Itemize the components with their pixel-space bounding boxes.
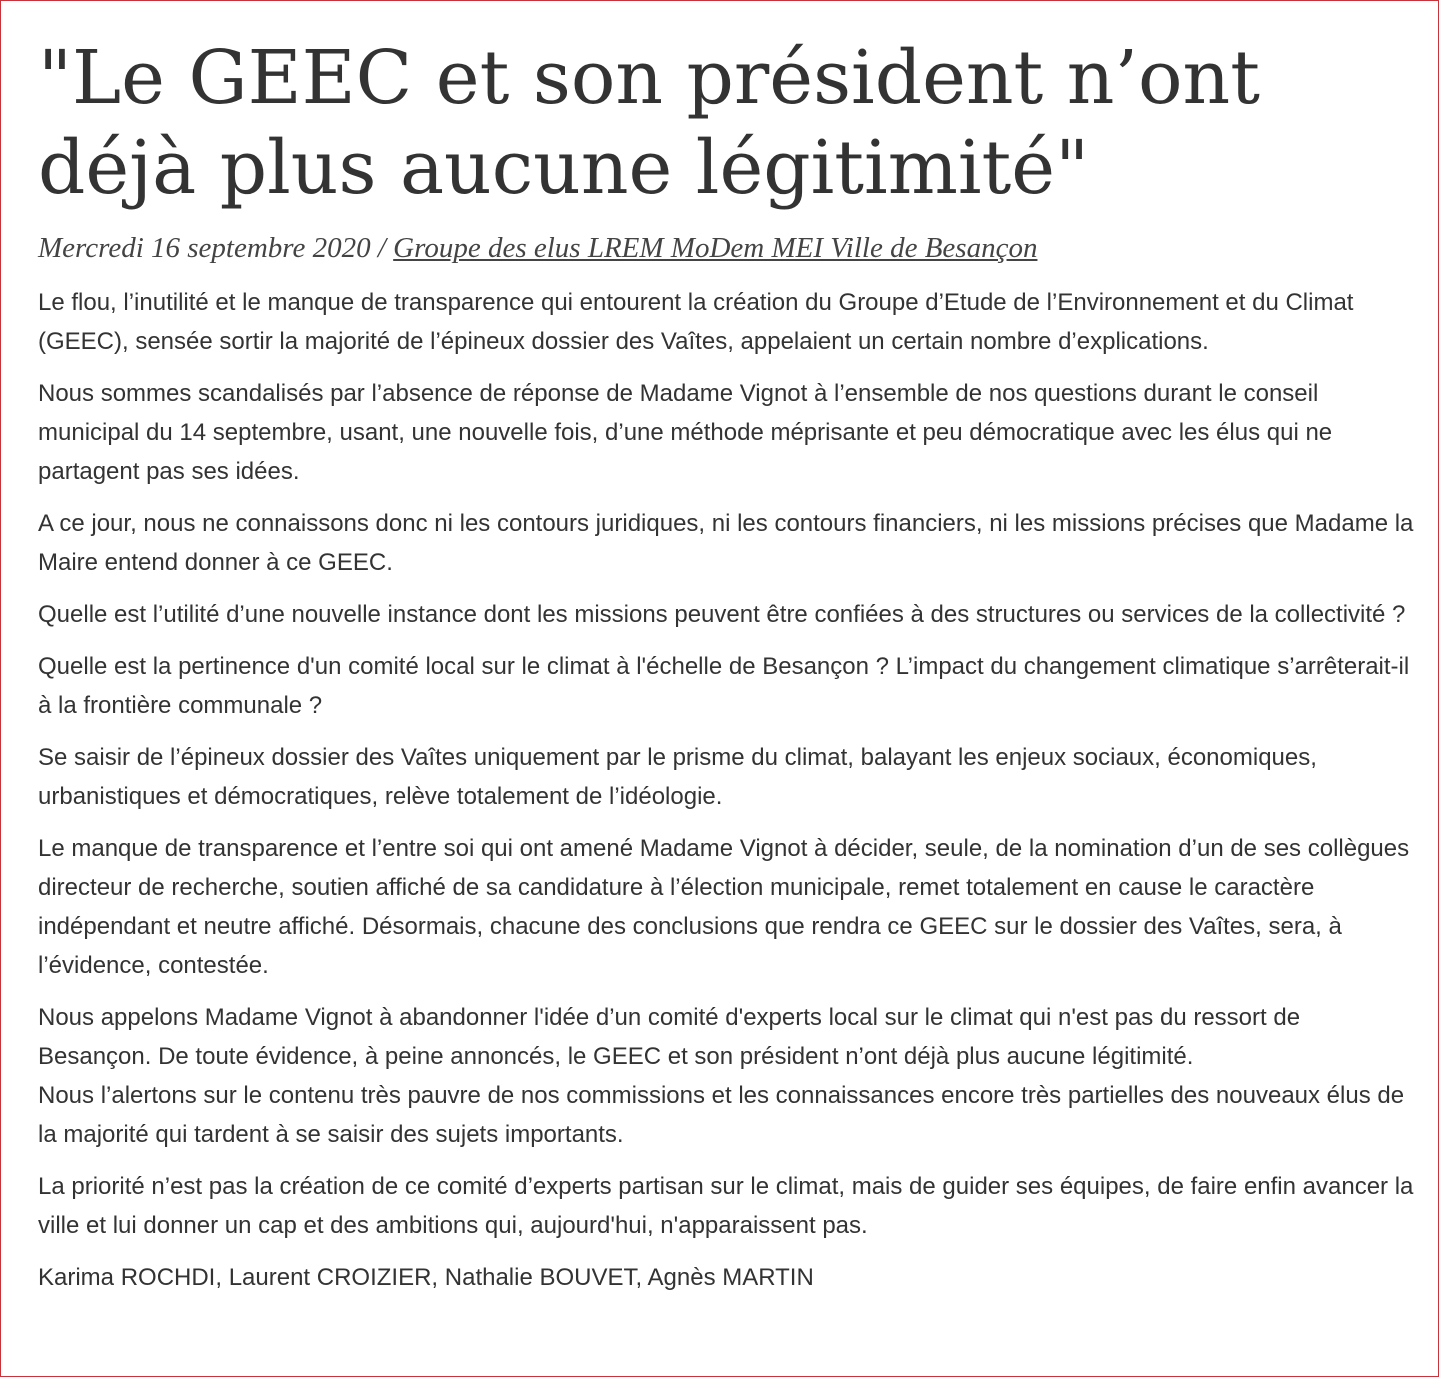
article-date: Mercredi 16 septembre 2020 (38, 232, 371, 264)
article-body (38, 283, 1418, 1297)
paragraph: Nous sommes scandalisés par l’absence de réponse de Madame Vignot à l’ensemble de nos questions durant le conseil municipal du 14 septembre, usant, une nouvelle fois, d’une méthode méprisante et peu démocratique avec les élus qui ne partagent pas ses idées. (38, 380, 1333, 485)
article-meta (38, 231, 1418, 265)
article-title: "Le GEEC et son président n’ont déjà plus aucune légitimité" (38, 35, 1260, 211)
paragraph: Quelle est l’utilité d’une nouvelle instance dont les missions peuvent être confiées à des structures ou services de la collectivité ? (38, 601, 1406, 628)
paragraph (38, 998, 1418, 1154)
paragraph: Le flou, l’inutilité et le manque de transparence qui entourent la création du Groupe d’Etude de l’Environnement et du Climat (GEEC), sensée sortir la majorité de l’épineux dossier des Vaîtes, appelaient un certain nombre d’explications. (38, 289, 1354, 355)
paragraph-line: Nous l’alertons sur le contenu très pauvre de nos commissions et les connaissances encore très partielles des nouveaux élus de la majorité qui tardent à se saisir des sujets importants. (38, 1082, 1405, 1148)
paragraph: Se saisir de l’épineux dossier des Vaîtes uniquement par le prisme du climat, balayant les enjeux sociaux, économiques, urbanistiques et démocratiques, relève totalement de l’idéologie. (38, 744, 1317, 810)
paragraph: A ce jour, nous ne connaissons donc ni les contours juridiques, ni les contours financiers, ni les missions précises que Madame la Maire entend donner à ce GEEC. (38, 510, 1414, 576)
paragraph: Le manque de transparence et l’entre soi qui ont amené Madame Vignot à décider, seule, de la nomination d’un de ses collègues directeur de recherche, soutien affiché de sa candidature à l’élection municipale, remet totalement en cause le caractère indépendant et neutre affiché. Désormais, chacune des conclusions que rendra ce GEEC sur le dossier des Vaîtes, sera, à l’évidence, contestée. (38, 835, 1410, 979)
paragraph: La priorité n’est pas la création de ce comité d’experts partisan sur le climat, mais de guider ses équipes, de faire enfin avancer la ville et lui donner un cap et des ambitions qui, aujourd'hui, n'apparaissent pas. (38, 1173, 1414, 1239)
meta-separator: / (370, 232, 394, 264)
author-link[interactable]: Groupe des elus LREM MoDem MEI Ville de Besançon (393, 232, 1038, 264)
paragraph: Quelle est la pertinence d'un comité local sur le climat à l'échelle de Besançon ? L’impact du changement climatique s’arrêterait-il à la frontière communale ? (38, 653, 1410, 719)
signature: Karima ROCHDI, Laurent CROIZIER, Nathalie BOUVET, Agnès MARTIN (38, 1264, 814, 1291)
article (38, 33, 1418, 1310)
paragraph-line: Nous appelons Madame Vignot à abandonner l'idée d’un comité d'experts local sur le climat qui n'est pas du ressort de Besançon. De toute évidence, à peine annoncés, le GEEC et son président n’ont déjà plus aucune légitimité. (38, 1004, 1301, 1070)
